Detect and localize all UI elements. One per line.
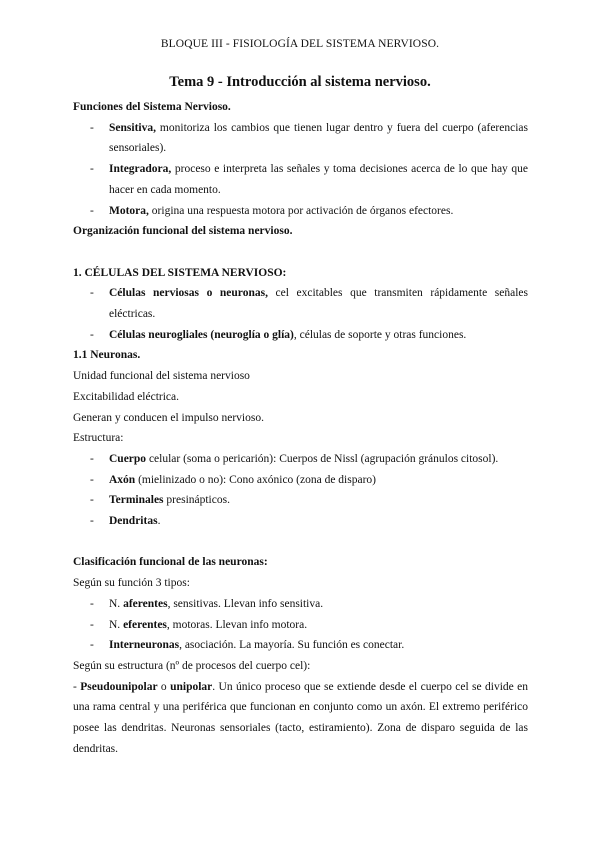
spacer — [73, 242, 528, 263]
spacer — [73, 532, 528, 553]
list-dash: - — [90, 328, 94, 341]
list-item-text: cel excitables que transmiten rápidamente señales eléctricas. — [109, 287, 528, 321]
list-item — [73, 118, 528, 159]
list-item-text: , células de soporte y otras funciones. — [293, 328, 467, 341]
list-item-text: , asociación. La mayoría. Su función es conectar. — [179, 639, 405, 652]
list-item — [73, 283, 528, 324]
list-item — [73, 490, 528, 511]
list-dash: - — [90, 287, 94, 300]
list-item-text: presinápticos. — [163, 494, 230, 507]
list-dash: - — [90, 452, 94, 465]
text-line: Unidad funcional del sistema nervioso — [73, 370, 250, 383]
list-item — [73, 470, 528, 491]
list-item-term: Células nerviosas o neuronas, — [109, 287, 268, 300]
text-line: Estructura: — [73, 432, 124, 445]
conjunction: o — [157, 680, 171, 693]
list-item — [73, 594, 528, 615]
page-title: Tema 9 - Introducción al sistema nervioso. — [169, 74, 431, 90]
list-item — [73, 201, 528, 222]
list-item-text: , sensitivas. Llevan info sensitiva. — [167, 597, 324, 610]
list-dash: - — [90, 618, 94, 631]
section-heading-neuronas: 1.1 Neuronas. — [73, 349, 141, 362]
term-pseudounipolar: Pseudounipolar — [80, 680, 158, 693]
list-item — [73, 635, 528, 656]
list-dash: - — [90, 163, 94, 176]
list-item-text: (mielinizado o no): Cono axónico (zona de disparo) — [135, 473, 376, 486]
section-heading-celulas: 1. CÉLULAS DEL SISTEMA NERVIOSO: — [73, 266, 287, 279]
list-item-text: , motoras. Llevan info motora. — [166, 618, 308, 631]
section-heading-funciones: Funciones del Sistema Nervioso. — [73, 101, 231, 113]
text-line: Según su función 3 tipos: — [73, 577, 190, 590]
list-dash: - — [90, 204, 94, 217]
term-unipolar: unipolar — [170, 680, 213, 693]
text-line: Según su estructura (nº de procesos del cuerpo cel): — [73, 659, 311, 672]
list-item-term: aferentes — [123, 597, 168, 610]
document-body — [73, 97, 528, 759]
list-dash: - — [90, 597, 94, 610]
paragraph-text: . Un único proceso que se extiende desde el cuerpo cel se divide en una rama central y una periférica que funcionan en conjunto como un axón. El extremo periférico posee las dendritas. Neuronas sensoriales (tacto, estiramiento). Zona de disparo seguida de las dendritas. — [73, 680, 528, 755]
list-dash: - — [90, 121, 94, 134]
section-heading-clasificacion: Clasificación funcional de las neuronas: — [73, 556, 268, 569]
list-item-text: celular (soma o pericarión): Cuerpos de Nissl (agrupación gránulos citosol). — [146, 452, 499, 465]
list-item-text: monitoriza los cambios que tienen lugar dentro y fuera del cuerpo (aferencias sensoriales). — [109, 121, 528, 155]
list-item-term: Dendritas — [109, 515, 158, 528]
list-item-term: Axón — [109, 473, 136, 486]
list-dash: - — [90, 494, 94, 507]
list-item-text: proceso e interpreta las señales y toma decisiones acerca de lo que hay que hacer en cada momento. — [109, 163, 528, 196]
list-item-term: Células neurogliales (neuroglía o glía) — [109, 328, 294, 341]
page-header: BLOQUE III - FISIOLOGÍA DEL SISTEMA NERVIOSO. — [160, 38, 440, 50]
list-item-text: . — [157, 515, 161, 528]
list-item — [73, 159, 528, 200]
list-item-prefix: N. — [109, 597, 124, 610]
list-item-prefix: N. — [109, 618, 124, 631]
paragraph-pseudounipolar — [73, 677, 528, 760]
list-item-term: Motora, — [109, 204, 149, 217]
list-item-term: Sensitiva, — [109, 121, 156, 134]
list-item — [73, 615, 528, 636]
list-dash: - — [90, 473, 94, 486]
list-item — [73, 511, 528, 532]
list-dash: - — [90, 515, 94, 528]
text-line: Generan y conducen el impulso nervioso. — [73, 411, 264, 424]
paragraph-prefix: - — [73, 680, 81, 693]
list-item-term: Cuerpo — [109, 452, 147, 465]
list-item — [73, 449, 528, 470]
section-heading-organizacion: Organización funcional del sistema nervioso. — [73, 225, 293, 238]
list-item-term: Interneuronas — [109, 639, 180, 652]
text-line: Excitabilidad eléctrica. — [73, 390, 179, 403]
list-item-term: eferentes — [123, 618, 167, 631]
list-dash: - — [90, 639, 94, 652]
list-item — [73, 325, 528, 346]
list-item-term: Integradora, — [109, 163, 172, 176]
list-item-term: Terminales — [109, 494, 164, 507]
list-item-text: origina una respuesta motora por activación de órganos efectores. — [148, 204, 454, 217]
